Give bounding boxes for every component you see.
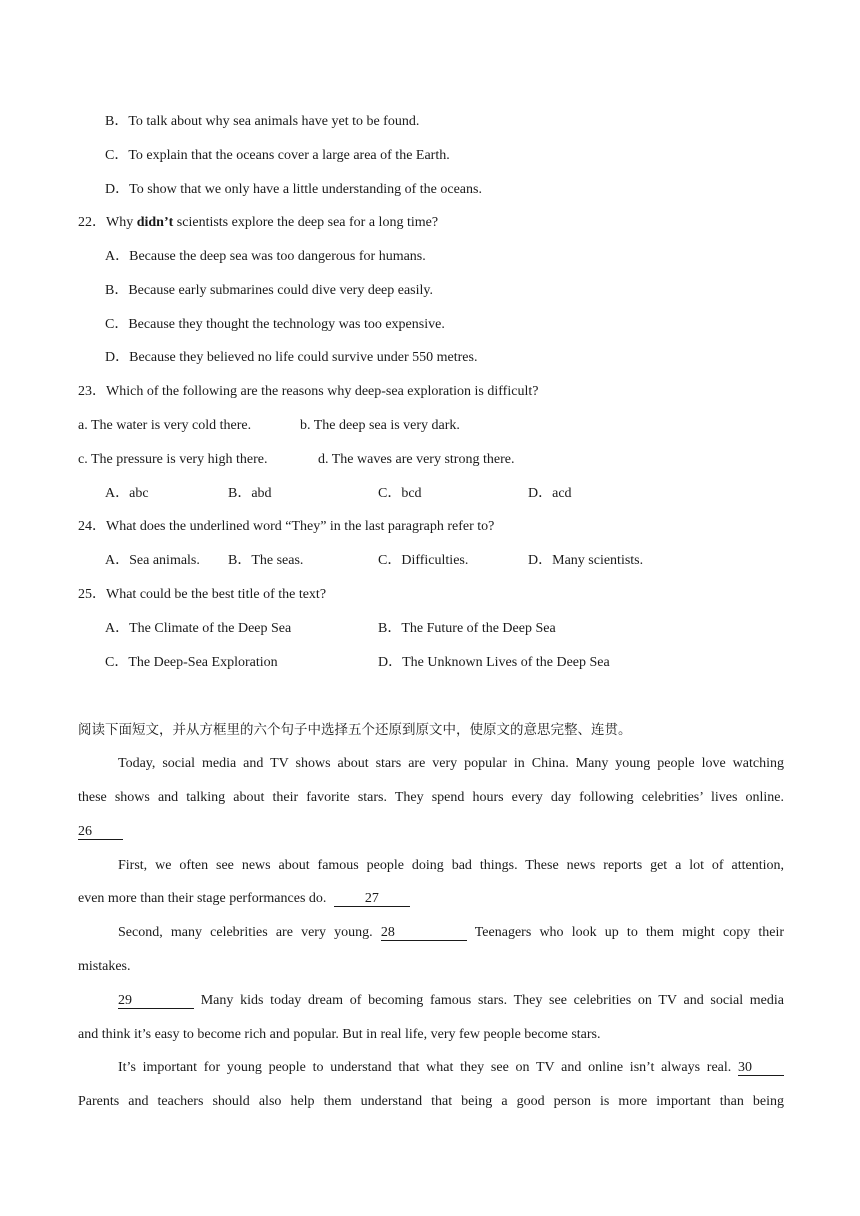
q24-option-a: [105, 552, 200, 570]
stem-bold-word: didn’t: [136, 215, 174, 230]
passage-text: Second, many celebrities are very young.: [118, 925, 373, 940]
q24-option-d: [528, 552, 643, 570]
option-text: Because they believed no life could survive under 550 metres.: [129, 350, 478, 365]
blank-27: 27: [334, 891, 410, 907]
q23-option-d: [528, 485, 572, 503]
q25-option-d: [378, 654, 610, 672]
option-text: To talk about why sea animals have yet to be found.: [128, 114, 420, 129]
option-letter: D．: [105, 350, 130, 365]
option-text: abd: [251, 486, 272, 501]
q22-option-d: [105, 349, 477, 367]
passage-p3-line1: [118, 924, 784, 942]
q21-option-c: [105, 147, 450, 165]
option-letter: A．: [105, 486, 130, 501]
passage-p1-line2: these shows and talking about their favorite stars. They spend hours every day following celebrities’ lives online.: [78, 790, 784, 805]
passage-text: Many kids today dream of becoming famous stars. They see celebrities on TV and social media: [200, 993, 785, 1008]
option-text: Many scientists.: [552, 553, 644, 568]
q23-option-a: [105, 485, 149, 503]
blank-26: [78, 823, 123, 841]
option-letter: A．: [105, 553, 130, 568]
option-text: To show that we only have a little understanding of the oceans.: [129, 182, 482, 197]
stem-text: Which of the following are the reasons why deep-sea exploration is difficult?: [106, 384, 539, 399]
question-number: 23．: [78, 384, 106, 399]
q21-option-d: [105, 181, 482, 199]
option-letter: C．: [378, 486, 402, 501]
q25-option-b: [378, 620, 556, 638]
option-text: The seas.: [251, 553, 304, 568]
option-text: The Climate of the Deep Sea: [129, 621, 292, 636]
q25-option-a: [105, 620, 291, 638]
stem-text: Why: [106, 215, 137, 230]
blank-30: 30: [738, 1060, 784, 1076]
option-letter: C．: [105, 317, 129, 332]
q23-reason-c: c. The pressure is very high there.: [78, 452, 268, 467]
option-letter: D．: [378, 655, 403, 670]
q25-option-c: [105, 654, 278, 672]
option-letter: A．: [105, 621, 130, 636]
option-letter: C．: [378, 553, 402, 568]
option-letter: B．: [105, 283, 129, 298]
option-letter: D．: [528, 486, 553, 501]
passage-p5-line1: [118, 1059, 784, 1077]
q23-stem: [78, 383, 538, 401]
q22-option-a: [105, 248, 426, 266]
option-letter: A．: [105, 249, 130, 264]
passage-text: even more than their stage performances do.: [78, 891, 327, 906]
option-text: Difficulties.: [401, 553, 469, 568]
passage-text: It’s important for young people to understand that what they see on TV and online isn’t always real.: [118, 1060, 732, 1075]
q25-stem: [78, 586, 326, 604]
q23-option-c: [378, 485, 422, 503]
option-text: The Unknown Lives of the Deep Sea: [402, 655, 610, 670]
q23-option-b: [228, 485, 272, 503]
option-text: Because early submarines could dive very deep easily.: [128, 283, 433, 298]
q23-reason-b: b. The deep sea is very dark.: [300, 418, 460, 433]
option-letter: B．: [378, 621, 402, 636]
option-letter: B．: [228, 486, 252, 501]
option-text: The Future of the Deep Sea: [401, 621, 556, 636]
q24-option-c: [378, 552, 468, 570]
q24-option-b: [228, 552, 303, 570]
option-text: Because the deep sea was too dangerous for humans.: [129, 249, 426, 264]
blank-28: 28: [381, 925, 467, 941]
option-letter: D．: [105, 182, 130, 197]
section-instruction: 阅读下面短文，并从方框里的六个句子中选择五个还原到原文中，使原文的意思完整、连贯。: [78, 722, 632, 738]
q24-stem: [78, 518, 494, 536]
option-text: The Deep-Sea Exploration: [128, 655, 278, 670]
option-text: bcd: [401, 486, 422, 501]
blank-number: 26: [78, 824, 123, 840]
option-text: To explain that the oceans cover a large area of the Earth.: [128, 148, 450, 163]
q23-reason-a: a. The water is very cold there.: [78, 418, 252, 433]
q21-option-b: [105, 113, 419, 131]
option-letter: D．: [528, 553, 553, 568]
passage-p5-line2: Parents and teachers should also help them understand that being a good person is more important than being: [78, 1094, 784, 1109]
option-letter: B．: [228, 553, 252, 568]
passage-p4-line2: and think it’s easy to become rich and popular. But in real life, very few people become stars.: [78, 1027, 601, 1042]
option-text: acd: [552, 486, 572, 501]
q22-stem: [78, 214, 438, 232]
q23-reason-d: d. The waves are very strong there.: [318, 452, 515, 467]
question-number: 25．: [78, 587, 106, 602]
passage-p1-line1: Today, social media and TV shows about stars are very popular in China. Many young people love watching: [118, 756, 784, 771]
passage-p4-line1: [118, 992, 784, 1010]
option-text: Sea animals.: [129, 553, 200, 568]
q22-option-b: [105, 282, 433, 300]
question-number: 24．: [78, 519, 106, 534]
blank-29: 29: [118, 993, 194, 1009]
passage-p2-line1: First, we often see news about famous people doing bad things. These news reports get a lot of attention,: [118, 858, 784, 873]
passage-p2-line2: [78, 890, 410, 908]
option-letter: B．: [105, 114, 129, 129]
stem-text: scientists explore the deep sea for a long time?: [173, 215, 439, 230]
passage-p3-line2: mistakes.: [78, 959, 131, 974]
stem-text: What could be the best title of the text?: [106, 587, 327, 602]
question-number: 22．: [78, 215, 106, 230]
passage-text: Teenagers who look up to them might copy their: [474, 925, 785, 940]
stem-text: What does the underlined word “They” in the last paragraph refer to?: [106, 519, 495, 534]
option-letter: C．: [105, 148, 129, 163]
option-text: abc: [129, 486, 149, 501]
option-text: Because they thought the technology was too expensive.: [128, 317, 445, 332]
q22-option-c: [105, 316, 445, 334]
option-letter: C．: [105, 655, 129, 670]
